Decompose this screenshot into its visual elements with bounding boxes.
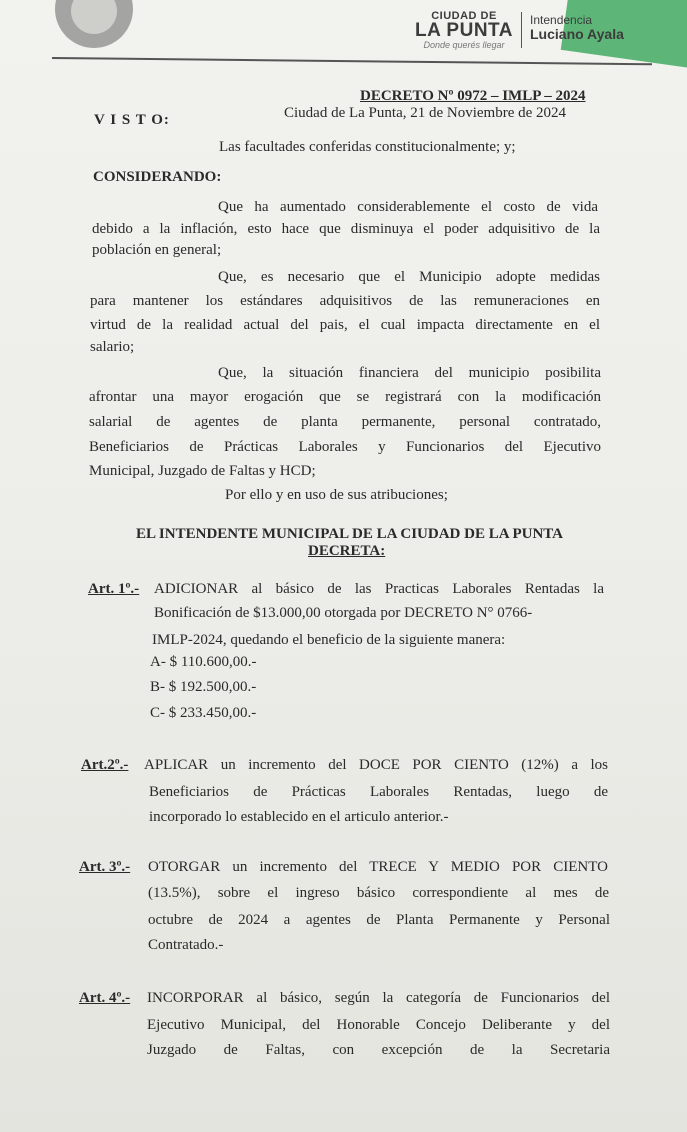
considerando-line: salarial de agentes de planta permanente, personal contratado,: [89, 414, 601, 430]
article-line: Juzgado de Faltas, con excepción de la Secretaria: [147, 1042, 610, 1058]
article-line: OTORGAR un incremento del TRECE Y MEDIO POR CIENTO: [148, 859, 608, 875]
article-line: Ejecutivo Municipal, del Honorable Concejo Deliberante y del: [147, 1017, 610, 1033]
considerando-line: Beneficiarios de Prácticas Laborales y Funcionarios del Ejecutivo: [89, 439, 601, 455]
article-label: Art. 4º.-: [79, 990, 131, 1006]
logo-divider: [521, 12, 522, 48]
considerando-line: Que, la situación financiera del municipio posibilita: [218, 365, 601, 381]
article-line: octubre de 2024 a agentes de Planta Permanente y Personal: [148, 912, 610, 928]
article-line: APLICAR un incremento del DOCE POR CIENTO (12%) a los: [144, 757, 608, 773]
article-line: ADICIONAR al básico de las Practicas Laborales Rentadas la: [154, 581, 604, 597]
article-item: A- $ 110.600,00.-: [150, 654, 257, 670]
visto-text: Las facultades conferidas constitucionalmente; y;: [219, 139, 516, 155]
municipal-seal: [55, 0, 133, 48]
considerando-line: debido a la inflación, esto hace que disminuya el poder adquisitivo de la: [92, 221, 600, 237]
considerando-line: salario;: [90, 339, 135, 355]
city-logo: [412, 10, 516, 50]
article-line: Bonificación de $13.000,00 otorgada por DECRETO N° 0766-: [154, 605, 533, 621]
article-line: incorporado lo establecido en el articulo anterior.-: [149, 809, 449, 825]
article-line: (13.5%), sobre el ingreso básico correspondiente al mes de: [148, 885, 609, 901]
intendencia-label: [530, 14, 624, 42]
article-item: C- $ 233.450,00.-: [150, 705, 257, 721]
article-label: Art. 3º.-: [79, 859, 131, 875]
article-label: Art. 1º.-: [88, 581, 140, 597]
considerando-line: afrontar una mayor erogación que se registrará con la modificación: [89, 389, 601, 405]
considerando-line: Que ha aumentado considerablemente el costo de vida: [218, 199, 598, 215]
considerando-line: virtud de la realidad actual del pais, el cual impacta directamente en el: [90, 317, 600, 333]
city-slogan: Donde querés llegar: [423, 40, 505, 50]
intendente-name: Luciano Ayala: [530, 26, 624, 42]
considerando-line: Municipal, Juzgado de Faltas y HCD;: [89, 463, 316, 479]
intendencia-title: Intendencia: [530, 13, 593, 27]
article-item: B- $ 192.500,00.-: [150, 679, 257, 695]
article-line: Beneficiarios de Prácticas Laborales Rentadas, luego de: [149, 784, 608, 800]
considerando-line: Que, es necesario que el Municipio adopte medidas: [218, 269, 600, 285]
decreta-heading: DECRETA:: [308, 543, 386, 559]
decree-title: DECRETO Nº 0972 – IMLP – 2024: [360, 88, 586, 104]
city-logo-top: CIUDAD DE: [431, 10, 497, 22]
resolves-heading: EL INTENDENTE MUNICIPAL DE LA CIUDAD DE LA PUNTA: [136, 526, 564, 542]
visto-label: V I S T O:: [94, 112, 170, 128]
considerando-closing: Por ello y en uso de sus atribuciones;: [225, 487, 448, 503]
article-line: Contratado.-: [148, 937, 224, 953]
place-date: Ciudad de La Punta, 21 de Noviembre de 2024: [284, 105, 567, 121]
header-rule: [52, 57, 652, 65]
considerando-line: población en general;: [92, 242, 222, 258]
considerando-line: para mantener los estándares adquisitivos de las remuneraciones en: [90, 293, 600, 309]
article-line: INCORPORAR al básico, según la categoría de Funcionarios del: [147, 990, 610, 1006]
considerando-label: CONSIDERANDO:: [93, 169, 222, 185]
city-logo-main: LA PUNTA: [415, 20, 513, 41]
article-line: IMLP-2024, quedando el beneficio de la siguiente manera:: [152, 632, 506, 648]
article-label: Art.2º.-: [81, 757, 129, 773]
